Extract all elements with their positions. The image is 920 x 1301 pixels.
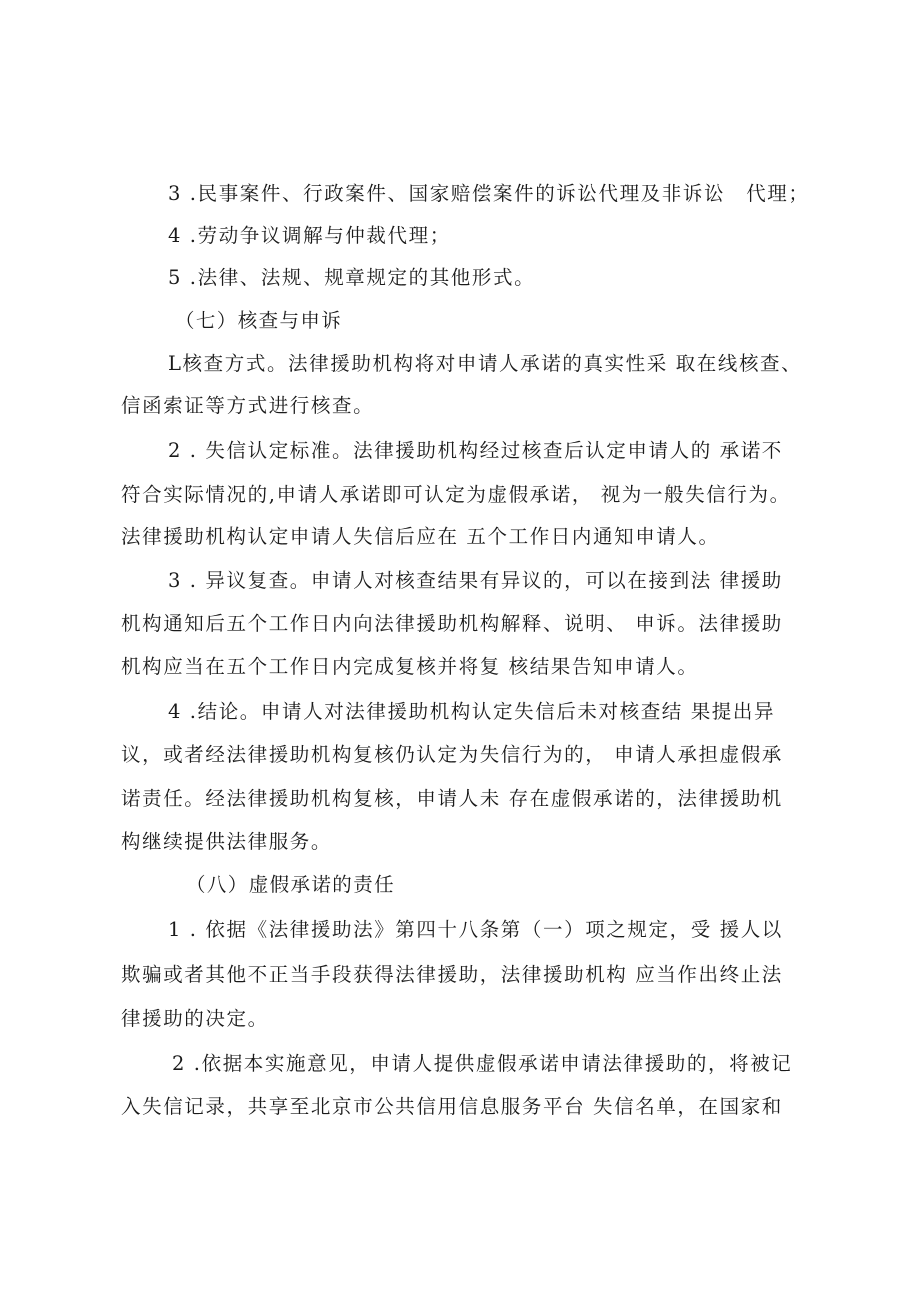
paragraph-line: 2 . 失信认定标准。法律援助机构经过核查后认定申请人的 承诺不 [168, 439, 783, 462]
paragraph-line: 法律援助机构认定申请人失信后应在 五个工作日内通知申请人。 [121, 525, 720, 548]
paragraph-line: 议，或者经法律援助机构复核仍认定为失信行为的， 申请人承担虚假承 [121, 743, 783, 766]
list-item-4: 4 .劳动争议调解与仲裁代理； [168, 224, 451, 247]
paragraph-line: 2 .依据本实施意见，申请人提供虚假承诺申请法律援助的，将被记 [172, 1052, 793, 1075]
paragraph-line: L核查方式。法律援助机构将对申请人承诺的真实性采 取在线核查、 [168, 352, 803, 375]
paragraph-line: 机构应当在五个工作日内完成复核并将复 核结果告知申请人。 [121, 655, 699, 678]
paragraph-line: 3 . 异议复查。申请人对核查结果有异议的，可以在接到法 律援助 [168, 569, 783, 592]
paragraph-line: 符合实际情况的,申请人承诺即可认定为虚假承诺， 视为一般失信行为。 [121, 483, 791, 506]
paragraph-line: 诺责任。经法律援助机构复核，申请人未 存在虚假承诺的，法律援助机 [121, 787, 783, 810]
paragraph-line: 4 .结论。申请人对法律援助机构认定失信后未对核查结 果提出异 [168, 700, 776, 723]
paragraph-line: 构继续提供法律服务。 [121, 830, 333, 853]
paragraph-line: 机构通知后五个工作日内向法律援助机构解释、说明、 申诉。法律援助 [121, 612, 783, 635]
section-heading-7: （七）核查与申诉 [175, 309, 343, 332]
paragraph-line: 欺骗或者其他不正当手段获得法律援助，法律援助机构 应当作出终止法 [121, 963, 783, 986]
paragraph-line: 信函索证等方式进行核查。 [121, 394, 375, 417]
paragraph-line: 律援助的决定。 [121, 1007, 269, 1030]
paragraph-line: 1 . 依据《法律援助法》第四十八条第（一）项之规定，受 援人以 [168, 918, 783, 941]
section-heading-8: （八）虚假承诺的责任 [186, 873, 396, 896]
paragraph-line: 入失信记录，共享至北京市公共信用信息服务平台 失信名单，在国家和 [121, 1095, 783, 1118]
list-item-3: 3 .民事案件、行政案件、国家赔偿案件的诉讼代理及非诉讼 代理； [168, 182, 810, 205]
list-item-5: 5 .法律、法规、规章规定的其他形式。 [168, 266, 536, 289]
